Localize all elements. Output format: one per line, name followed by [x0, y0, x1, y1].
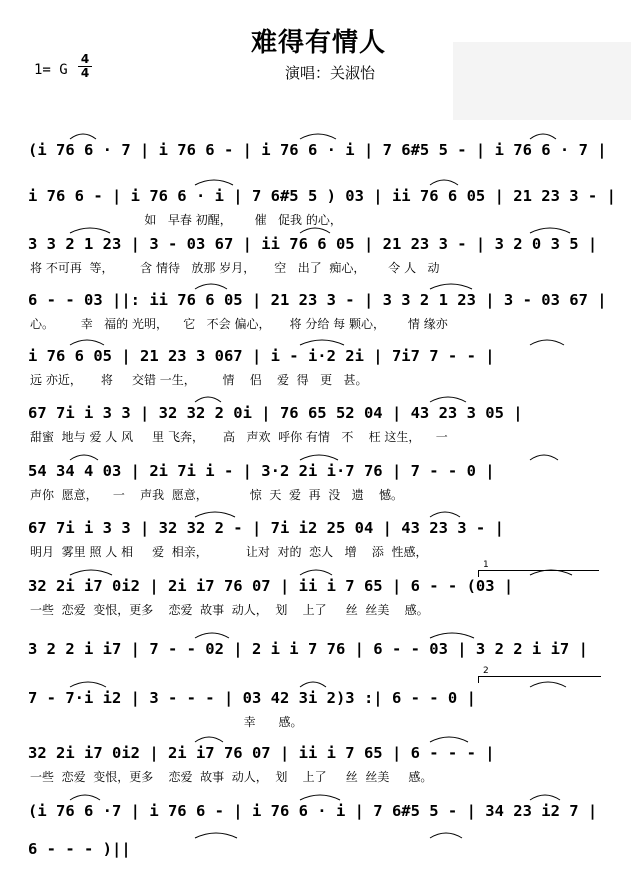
lyrics-line: 心。 幸 福的 光明， 它 不会 偏心， 将 分给 每 颗心， 情 缘亦	[30, 317, 448, 331]
slur-arc	[70, 228, 110, 233]
lyrics-line: 将 不可再 等， 含 情待 放那 岁月， 空 出了 痴心， 令 人 动	[30, 261, 440, 275]
jianpu-notes: 54 34 4 03 | 2i 7i i - | 3·2 2i i·7 76 | 7 - - 0 |	[28, 462, 495, 480]
slur-arc	[430, 512, 460, 517]
slur-arc	[530, 340, 564, 345]
slur-arcs	[0, 279, 637, 291]
slur-arcs	[0, 223, 637, 235]
time-signature-bottom: 4	[80, 66, 90, 80]
lyrics-line: 一些 恋爱 变恨，更多 恋爱 故事 动人， 划 上了 丝 丝美 感。	[30, 770, 433, 784]
slur-arcs	[0, 129, 637, 141]
slur-arc	[530, 228, 570, 233]
slur-arc	[195, 397, 221, 402]
slur-arcs	[0, 828, 637, 840]
slur-arc	[530, 134, 556, 139]
slur-arc	[195, 737, 223, 742]
jianpu-notes: i 76 6 05 | 21 23 3 067 | i - i·2 2i | 7i7 7 - - |	[28, 347, 495, 365]
slur-arc	[430, 284, 472, 289]
song-title: 难得有情人	[250, 28, 386, 58]
volta-second-label: 2	[483, 666, 489, 676]
jianpu-notes: 67 7i i 3 3 | 32 32 2 0i | 76 65 52 04 | 43 23 3 05 |	[28, 404, 523, 422]
slur-arc	[195, 633, 229, 638]
lyrics-line	[30, 864, 620, 882]
jianpu-notes: (i 76 6 ·7 | i 76 6 - | i 76 6 · i | 7 6#5 5 - | 34 23 i2 7 |	[28, 802, 598, 820]
slur-arc	[70, 455, 98, 460]
volta-second-ending	[478, 666, 601, 683]
slur-arc	[530, 795, 560, 800]
slur-arcs	[0, 392, 637, 404]
slur-arcs	[0, 450, 637, 462]
jianpu-notes: 32 2i i7 0i2 | 2i i7 76 07 | ii i 7 65 | 6 - - (03 |	[28, 577, 514, 595]
jianpu-notes: 3 3 2 1 23 | 3 - 03 67 | ii 76 6 05 | 21 23 3 - | 3 2 0 3 5 |	[28, 235, 598, 253]
slur-arc	[300, 455, 338, 460]
slur-arcs	[0, 732, 637, 744]
slur-arc	[300, 795, 340, 800]
slur-arc	[70, 340, 104, 345]
jianpu-notes: 67 7i i 3 3 | 32 32 2 - | 7i i2 25 04 | 43 23 3 - |	[28, 519, 504, 537]
lyrics-line: 甜蜜 地与 爱 人 风 里 飞奔， 高 声欢 呼你 有情 不 枉 这生， 一	[30, 430, 448, 444]
slur-arc	[195, 284, 227, 289]
slur-arc	[430, 180, 458, 185]
slur-arc	[70, 795, 100, 800]
slur-arcs	[0, 507, 637, 519]
lyrics-line: 如 早春 初醒， 催 促我 的心，	[30, 213, 342, 227]
slur-arc	[530, 455, 558, 460]
jianpu-notes: 6 - - - )||	[28, 840, 131, 858]
lyrics-line: 远 亦近， 将 交错 一生， 情 侣 爱 得 更 甚。	[30, 373, 368, 387]
slur-arcs	[0, 335, 637, 347]
slur-arc	[70, 134, 96, 139]
slur-arc	[195, 512, 235, 517]
slur-arc	[430, 633, 474, 638]
slur-arcs	[0, 790, 637, 802]
jianpu-notes: 32 2i i7 0i2 | 2i i7 76 07 | ii i 7 65 | 6 - - - |	[28, 744, 495, 762]
jianpu-notes: 3 2 2 i i7 | 7 - - 02 | 2 i i 7 76 | 6 - - 03 | 3 2 2 i i7 |	[28, 640, 588, 658]
lyrics-line: 明月 雾里 照 人 相 爱 相亲， 让对 对的 恋人 增 添 性感，	[30, 545, 428, 559]
slur-arc	[300, 134, 336, 139]
time-signature	[78, 54, 92, 79]
slur-arc	[430, 397, 466, 402]
slur-arc	[300, 570, 332, 575]
lyrics-line: 声你 愿意， 一 声我 愿意， 惊 天 爱 再 没 遗 憾。	[30, 488, 403, 502]
lyrics-line: 幸 感。	[30, 715, 303, 729]
slur-arc	[195, 833, 237, 838]
slur-arc	[430, 737, 468, 742]
key-signature: 1= G	[34, 62, 68, 78]
slur-arcs	[0, 628, 637, 640]
jianpu-notes: 7 - 7·i i2 | 3 - - - | 03 42 3i 2)3 :| 6 - - 0 |	[28, 689, 476, 707]
jianpu-notes: 6 - - 03 ||: ii 76 6 05 | 21 23 3 - | 3 3 2 1 23 | 3 - 03 67 |	[28, 291, 607, 309]
volta-first-ending	[478, 560, 599, 577]
slur-arc	[300, 682, 326, 687]
slur-arc	[300, 340, 344, 345]
slur-arcs	[0, 175, 637, 187]
slur-arc	[195, 180, 233, 185]
time-signature-top: 4	[80, 52, 90, 66]
slur-arc	[300, 228, 330, 233]
slur-arc	[70, 570, 112, 575]
volta-first-label: 1	[483, 560, 489, 570]
slur-arc	[70, 682, 106, 687]
singer-credit: 演唱：关淑怡	[285, 64, 376, 82]
jianpu-notes: i 76 6 - | i 76 6 · i | 7 6#5 5 ) 03 | ii 76 6 05 | 21 23 3 - |	[28, 187, 616, 205]
slur-arc	[430, 833, 462, 838]
lyrics-line: 一些 恋爱 变恨，更多 恋爱 故事 动人， 划 上了 丝 丝美 感。	[30, 603, 429, 617]
jianpu-notes: (i 76 6 · 7 | i 76 6 - | i 76 6 · i | 7 6#5 5 - | i 76 6 · 7 |	[28, 141, 607, 159]
